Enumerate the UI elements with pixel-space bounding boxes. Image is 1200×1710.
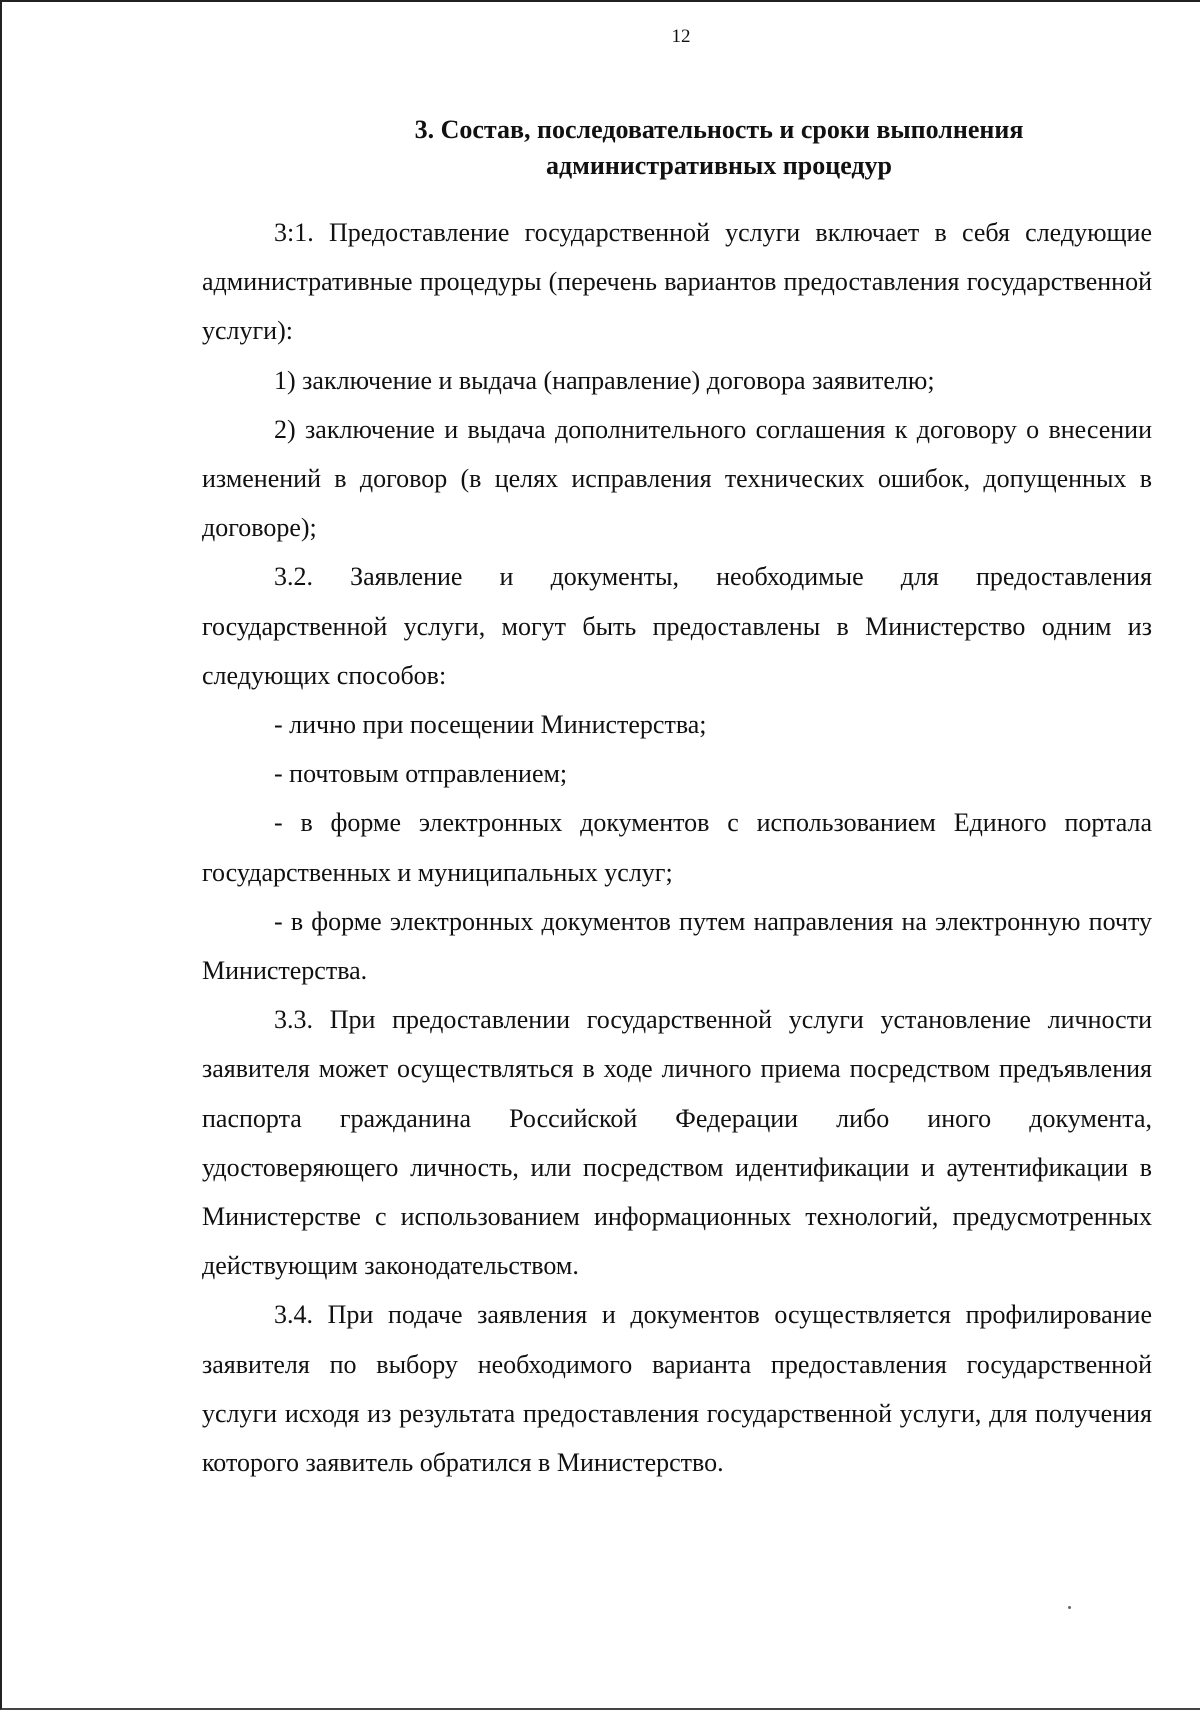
paragraph-3-2: 3.2. Заявление и документы, необходимые для предоставления государственной услуги, могут быть предоставлены в Министерство одним из следующих способов: bbox=[202, 562, 1152, 690]
section-heading-line-1: 3. Состав, последовательность и сроки выполнения bbox=[414, 115, 1024, 144]
list-item-method-mail: - почтовым отправлением; bbox=[274, 759, 568, 789]
scan-speck bbox=[1068, 1606, 1071, 1609]
paragraph-3-3: 3.3. При предоставлении государственной услуги установление личности заявителя может осуществляться в ходе личного приема посредством предъявления паспорта гражданина Российской Федерации либо иного документа, удостоверяющего личность, или посредством идентификации и аутентификации в Министерстве с использованием информационных технологий, предусмотренных действующим законодательством. bbox=[202, 1005, 1152, 1281]
paragraph-3-1: 3:1. Предоставление государственной услуги включает в себя следующие административные процедуры (перечень вариантов предоставления государственной услуги): bbox=[202, 218, 1152, 346]
list-item-procedure-2: 2) заключение и выдача дополнительного соглашения к договору о внесении изменений в договор (в целях исправления технических ошибок, допущенных в договоре); bbox=[202, 414, 1152, 543]
list-item-method-email: - в форме электронных документов путем направления на электронную почту Министерства. bbox=[202, 906, 1152, 986]
page-number: 12 bbox=[671, 26, 691, 47]
document-body bbox=[202, 208, 1152, 1487]
section-heading bbox=[300, 112, 1138, 184]
section-heading-line-2: административных процедур bbox=[545, 151, 893, 180]
list-item-procedure-1: 1) заключение и выдача (направление) договора заявителю; bbox=[274, 365, 935, 395]
list-item-method-portal: - в форме электронных документов с использованием Единого портала государственных и муниципальных услуг; bbox=[202, 808, 1152, 887]
paragraph-3-4: 3.4. При подаче заявления и документов осуществляется профилирование заявителя по выбору необходимого варианта предоставления государственной услуги исходя из результата предоставления государственной услуги, для получения которого заявитель обратился в Министерство. bbox=[202, 1300, 1152, 1478]
list-item-method-in-person: - лично при посещении Министерства; bbox=[274, 710, 707, 740]
